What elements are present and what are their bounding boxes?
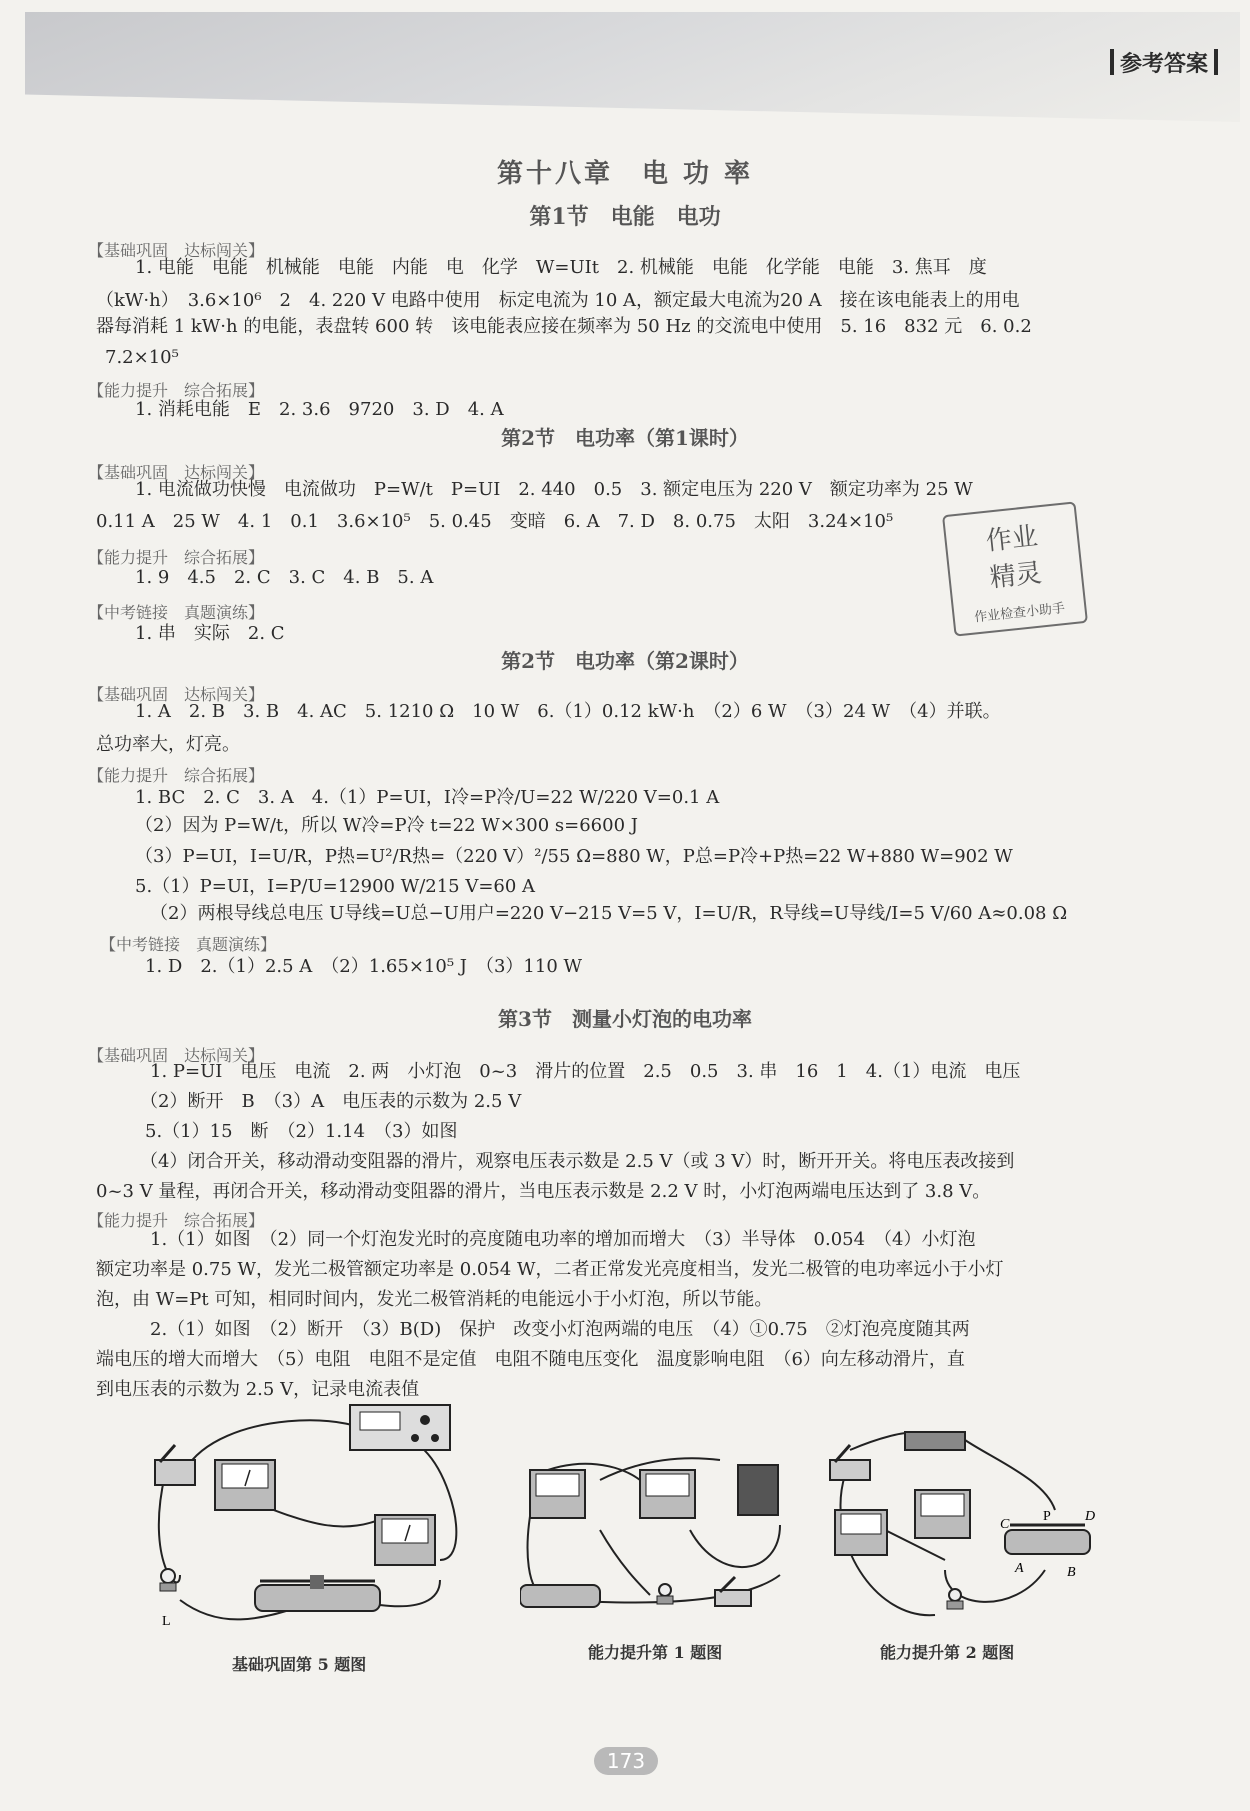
answer-line: 到电压表的示数为 2.5 V，记录电流表值 [96, 1379, 420, 1400]
answer-line: 5.（1）P=UI，I=P/U=12900 W/215 V=60 A [135, 876, 536, 897]
watermark-stamp: 作业 精灵 作业检查小助手 [942, 501, 1088, 636]
tag-nengli-3: 【能力提升 综合拓展】 [88, 766, 265, 785]
battery-icon [738, 1465, 778, 1515]
answer-line: （4）闭合开关，移动滑动变阻器的滑片，观察电压表示数是 2.5 V（或 3 V）时，断开开关。将电压表改接到 [140, 1151, 1015, 1172]
figure-caption-1: 基础巩固第 5 题图 [232, 1655, 367, 1674]
section-title-1: 第1节 电能 电功 [529, 204, 721, 230]
label-A: A [1015, 1561, 1024, 1576]
switch-icon [830, 1460, 870, 1480]
answer-line: 额定功率是 0.75 W，发光二极管额定功率是 0.054 W，二者正常发光亮度相当，发光二极管的电功率远小于小灯 [96, 1259, 1004, 1280]
answer-line: 1. 电能 电能 机械能 电能 内能 电 化学 W=UIt 2. 机械能 电能 化学能 电能 3. 焦耳 度 [135, 257, 987, 278]
answer-line: 2.（1）如图 （2）断开 （3）B(D) 保护 改变小灯泡两端的电压 （4）①0.75 ②灯泡亮度随其两 [150, 1319, 970, 1340]
tag-jichu-4: 【基础巩固 达标闯关】 [88, 1046, 265, 1065]
figure-caption-2: 能力提升第 1 题图 [588, 1643, 723, 1662]
answer-line: （kW·h） 3.6×10⁶ 2 4. 220 V 电路中使用 标定电流为 10 A，额定最大电流为20 A 接在该电能表上的用电 [96, 290, 1020, 311]
section-title-3: 第3节 测量小灯泡的电功率 [498, 1007, 752, 1031]
answer-line: 1. 电流做功快慢 电流做功 P=W/t P=UI 2. 440 0.5 3. 额定电压为 220 V 额定功率为 25 W [135, 479, 973, 500]
circuit-figure-1 [140, 1400, 530, 1640]
bulb-icon [949, 1589, 961, 1601]
rheostat-icon [520, 1585, 600, 1607]
answer-line: 1. 消耗电能 E 2. 3.6 9720 3. D 4. A [135, 399, 504, 420]
switch-icon [155, 1460, 195, 1485]
tag-jichu-2: 【基础巩固 达标闯关】 [88, 463, 265, 482]
tag-bar-icon [1214, 49, 1218, 75]
section-title-2a: 第2节 电功率（第1课时） [501, 426, 749, 450]
tag-nengli-4: 【能力提升 综合拓展】 [88, 1211, 265, 1230]
tag-jichu-3: 【基础巩固 达标闯关】 [88, 685, 265, 704]
chapter-title: 第十八章 电 功 率 [496, 159, 754, 189]
bulb-icon [659, 1584, 671, 1596]
label-P: P [1043, 1509, 1051, 1524]
figure-caption-3: 能力提升第 2 题图 [880, 1643, 1015, 1662]
answer-line: 总功率大，灯亮。 [96, 734, 240, 755]
answer-line: 1.（1）如图 （2）同一个灯泡发光时的亮度随电功率的增加而增大 （3）半导体 0.054 （4）小灯泡 [150, 1229, 976, 1250]
answer-line: 器每消耗 1 kW·h 的电能，表盘转 600 转 该电能表应接在频率为 50 Hz 的交流电中使用 5. 16 832 元 6. 0.2 [96, 316, 1032, 337]
tag-zhongkao-1: 【中考链接 真题演练】 [88, 603, 265, 622]
bulb-icon [161, 1569, 175, 1583]
answer-line: 1. A 2. B 3. B 4. AC 5. 1210 Ω 10 W 6.（1）0.12 kW·h （2）6 W （3）24 W （4）并联。 [135, 701, 1001, 722]
label-D: D [1085, 1509, 1096, 1524]
answer-line: 1. 串 实际 2. C [135, 623, 285, 644]
header-tag-label: 参考答案 [1119, 51, 1208, 77]
rheostat-icon [1005, 1530, 1090, 1554]
answer-line: （2）因为 P=W/t，所以 W冷=P冷 t=22 W×300 s=6600 J [135, 815, 638, 836]
answer-line: 1. BC 2. C 3. A 4.（1）P=UI，I冷=P冷/U=22 W/220 V=0.1 A [135, 787, 720, 808]
answer-line: 1. 9 4.5 2. C 3. C 4. B 5. A [135, 567, 434, 588]
circuit-figure-3 [815, 1420, 1105, 1630]
tag-nengli-2: 【能力提升 综合拓展】 [88, 548, 265, 567]
answer-line: （2）断开 B （3）A 电压表的示数为 2.5 V [140, 1091, 522, 1112]
tag-bar-icon [1110, 49, 1114, 75]
answer-line: 端电压的增大而增大 （5）电阻 电阻不是定值 电阻不随电压变化 温度影响电阻 （6）向左移动滑片，直 [96, 1349, 965, 1370]
answer-line: （2）两根导线总电压 U导线=U总−U用户=220 V−215 V=5 V，I=U/R，R导线=U导线/I=5 V/60 A≈0.08 Ω [150, 903, 1068, 924]
answer-line: 0~3 V 量程，再闭合开关，移动滑动变阻器的滑片，当电压表示数是 2.2 V 时，小灯泡两端电压达到了 3.8 V。 [96, 1181, 991, 1202]
header-banner [25, 12, 1240, 122]
battery-icon [905, 1432, 965, 1450]
answer-line: 1. P=UI 电压 电流 2. 两 小灯泡 0~3 滑片的位置 2.5 0.5 3. 串 16 1 4.（1）电流 电压 [150, 1061, 1021, 1082]
tag-nengli-1: 【能力提升 综合拓展】 [88, 381, 265, 400]
label-L: L [162, 1614, 171, 1629]
answer-line: 1. D 2.（1）2.5 A （2）1.65×10⁵ J （3）110 W [145, 956, 582, 977]
tag-zhongkao-2: 【中考链接 真题演练】 [100, 935, 277, 954]
answer-line: （3）P=UI，I=U/R，P热=U²/R热=（220 V）²/55 Ω=880 W，P总=P冷+P热=22 W+880 W=902 W [135, 846, 1013, 867]
section-title-2b: 第2节 电功率（第2课时） [501, 649, 749, 673]
answer-line: 0.11 A 25 W 4. 1 0.1 3.6×10⁵ 5. 0.45 变暗 6. A 7. D 8. 0.75 太阳 3.24×10⁵ [96, 511, 894, 532]
tag-jichu-1: 【基础巩固 达标闯关】 [88, 241, 265, 260]
circuit-figure-2 [520, 1455, 810, 1620]
label-C: C [1000, 1517, 1010, 1532]
answer-line: 5.（1）15 断 （2）1.14 （3）如图 [145, 1121, 458, 1142]
page-number: 173 [594, 1747, 658, 1775]
answer-line: 泡，由 W=Pt 可知，相同时间内，发光二极管消耗的电能远小于小灯泡，所以节能。 [96, 1289, 773, 1310]
answer-line: 7.2×10⁵ [105, 347, 179, 368]
label-B: B [1067, 1565, 1076, 1580]
header-tag [1100, 45, 1228, 79]
